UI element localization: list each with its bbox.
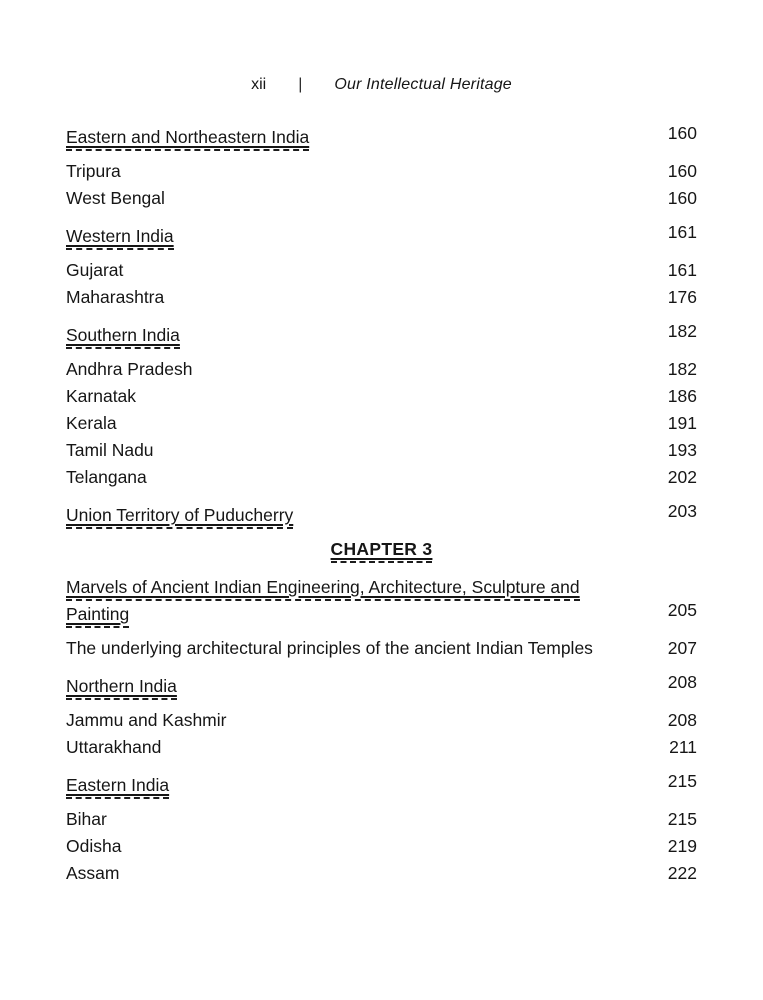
toc-page-number: 176: [667, 287, 697, 307]
toc-page-number: 211: [669, 737, 697, 757]
toc-list: [66, 124, 697, 887]
toc-entry-label: Kerala: [66, 413, 117, 433]
toc-entry-row: [66, 284, 697, 311]
toc-page-number: 205: [667, 600, 697, 620]
toc-section-link[interactable]: Western India: [66, 226, 174, 250]
toc-page-number: 208: [667, 710, 697, 730]
toc-entry-row: [66, 833, 697, 860]
toc-entry-row: [66, 772, 697, 799]
toc-section-link[interactable]: Union Territory of Puducherry: [66, 505, 293, 529]
toc-section-link[interactable]: Eastern and Northeastern India: [66, 127, 309, 151]
toc-entry-label: The underlying architectural principles of the ancient Indian Temples: [66, 638, 593, 658]
toc-page-number: 202: [667, 467, 697, 487]
toc-entry-label: West Bengal: [66, 188, 165, 208]
toc-page-number: 161: [667, 222, 697, 242]
toc-entry-label: Telangana: [66, 467, 147, 487]
toc-entry-label: Andhra Pradesh: [66, 359, 193, 379]
toc-entry-row: [66, 806, 697, 833]
toc-page-number: 207: [667, 638, 697, 658]
book-title: Our Intellectual Heritage: [334, 76, 512, 93]
toc-entry-label: Odisha: [66, 836, 122, 856]
toc-entry-label: Assam: [66, 863, 120, 883]
toc-section-link[interactable]: Eastern India: [66, 775, 169, 799]
running-header: [0, 76, 763, 94]
toc-entry-row: [66, 574, 697, 628]
toc-page-number: 219: [667, 836, 697, 856]
toc-page-number: 160: [667, 123, 697, 143]
toc-page-number: 160: [667, 188, 697, 208]
toc-entry-label: Bihar: [66, 809, 107, 829]
toc-page-number: 203: [667, 501, 697, 521]
toc-entry-row: [66, 257, 697, 284]
toc-entry-label: Tamil Nadu: [66, 440, 154, 460]
toc-entry-label: Karnatak: [66, 386, 137, 406]
toc-entry-row: [66, 185, 697, 212]
toc-entry-row: [66, 158, 697, 185]
toc-entry-row: [66, 734, 697, 761]
toc-entry-row: [66, 437, 697, 464]
toc-section-link[interactable]: Marvels of Ancient Indian Engineering, Architecture, Sculpture and Painting: [66, 577, 580, 628]
toc-page-number: 208: [667, 672, 697, 692]
toc-page-number: 222: [667, 863, 697, 883]
toc-entry-row: [66, 860, 697, 887]
toc-entry-row: [66, 707, 697, 734]
toc-page-number: 161: [667, 260, 697, 280]
toc-entry-row: [66, 410, 697, 437]
toc-chapter-row: [66, 536, 697, 563]
toc-section-link[interactable]: Southern India: [66, 325, 180, 349]
folio-page-number: xii: [251, 76, 267, 93]
toc-page-number: 215: [667, 809, 697, 829]
toc-entry-row: [66, 223, 697, 250]
toc-page-number: 191: [667, 413, 697, 433]
toc-entry-label: Tripura: [66, 161, 121, 181]
toc-entry-label: Jammu and Kashmir: [66, 710, 227, 730]
chapter-heading-link[interactable]: CHAPTER 3: [331, 539, 433, 563]
toc-entry-label: Uttarakhand: [66, 737, 162, 757]
toc-page-number: 193: [667, 440, 697, 460]
toc-page-number: 160: [667, 161, 697, 181]
toc-section-link[interactable]: Northern India: [66, 676, 177, 700]
toc-page-number: 182: [667, 321, 697, 341]
toc-entry-row: [66, 635, 697, 662]
toc-page-number: 182: [667, 359, 697, 379]
toc-entry-row: [66, 502, 697, 529]
toc-entry-row: [66, 673, 697, 700]
toc-entry-label: Maharashtra: [66, 287, 165, 307]
toc-page-number: 186: [667, 386, 697, 406]
toc-entry-label: Gujarat: [66, 260, 124, 280]
header-separator: |: [298, 76, 303, 93]
toc-entry-row: [66, 356, 697, 383]
toc-entry-row: [66, 383, 697, 410]
toc-entry-row: [66, 124, 697, 151]
toc-entry-row: [66, 322, 697, 349]
toc-page-number: 215: [667, 771, 697, 791]
toc-entry-row: [66, 464, 697, 491]
